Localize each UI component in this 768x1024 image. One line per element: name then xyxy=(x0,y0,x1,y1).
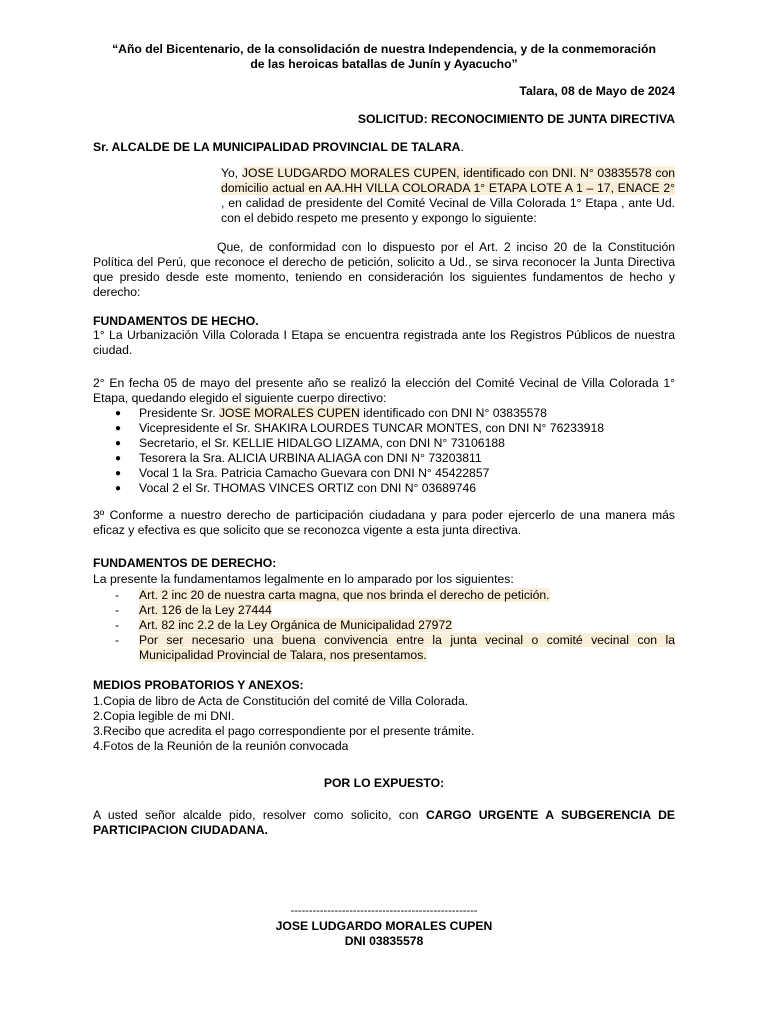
list-item xyxy=(93,406,675,421)
evidence-list xyxy=(93,694,675,754)
closing-text: A usted señor alcalde pido, resolver como solicito, con xyxy=(93,808,426,822)
list-item xyxy=(93,481,675,496)
closing-heading: POR LO EXPUESTO: xyxy=(323,776,445,790)
president-name: JOSE MORALES CUPEN xyxy=(218,406,360,420)
evidence-heading: MEDIOS PROBATORIOS Y ANEXOS: xyxy=(93,678,304,692)
law-item-text: Art. 82 inc 2.2 de la Ley Orgánica de Municipalidad 27972 xyxy=(139,618,453,632)
addressee-text: Sr. ALCALDE DE LA MUNICIPALIDAD PROVINCIAL DE TALARA xyxy=(93,140,461,154)
closing-bold-text: CARGO URGENTE A SUBGERENCIA DE PARTICIPACION CIUDADANA. xyxy=(93,808,676,837)
list-item xyxy=(93,588,675,603)
signature-name: JOSE LUDGARDO MORALES CUPEN xyxy=(275,919,493,933)
year-motto-line1: “Año del Bicentenario, de la consolidación de nuestra Independencia, y de la conmemoración xyxy=(112,42,656,56)
subject-line: SOLICITUD: RECONOCIMIENTO DE JUNTA DIRECTIVA xyxy=(357,112,675,126)
member-text: Tesorera la Sra. ALICIA URBINA ALIAGA con DNI N° 73203811 xyxy=(139,451,482,465)
facts-heading: FUNDAMENTOS DE HECHO. xyxy=(93,314,259,328)
signature-block xyxy=(93,904,675,949)
member-text: Vicepresidente el Sr. SHAKIRA LOURDES TUNCAR MONTES, con DNI N° 76233918 xyxy=(139,421,605,435)
bullet-marker: ● xyxy=(115,483,122,494)
list-item xyxy=(93,633,675,663)
facts-paragraph-1: 1° La Urbanización Villa Colorada I Etapa se encuentra registrada ante los Registros Públicos de nuestra ciudad. xyxy=(93,328,675,357)
signature-line: --------------------------------------------------- xyxy=(290,905,478,917)
bullet-marker: ● xyxy=(115,423,122,434)
law-intro: La presente la fundamentamos legalmente en lo amparado por los siguientes: xyxy=(93,572,514,586)
intro-highlight: JOSE LUDGARDO MORALES CUPEN, identificado con DNI. N° 03835578 con domicilio actual en AA.HH VILLA COLORADA 1° ETAPA LOTE A 1 – 17, ENACE 2° xyxy=(221,166,676,195)
list-item xyxy=(93,421,675,436)
list-item xyxy=(93,451,675,466)
intro-lead: Yo, xyxy=(221,166,242,180)
board-members-list xyxy=(93,406,675,496)
dash-marker: - xyxy=(115,618,120,632)
law-list xyxy=(93,588,675,663)
law-item-text: Por ser necesario una buena convivencia entre la junta vecinal o comité vecinal con la Municipalidad Provincial de Talara, nos presentamos. xyxy=(139,633,675,662)
list-item: 4.Fotos de la Reunión de la reunión convocada xyxy=(93,739,349,753)
list-item xyxy=(93,466,675,481)
list-item: 2.Copia legible de mi DNI. xyxy=(93,709,235,723)
signature-dni: DNI 03835578 xyxy=(344,934,424,948)
dash-marker: - xyxy=(115,633,120,647)
dash-marker: - xyxy=(115,588,120,602)
president-suffix: identificado con DNI N° 03835578 xyxy=(359,406,547,420)
addressee-period: . xyxy=(460,140,464,154)
list-item xyxy=(93,618,675,633)
intro-paragraph xyxy=(93,166,675,226)
closing-paragraph xyxy=(93,808,675,838)
law-item-text: Art. 126 de la Ley 27444 xyxy=(139,603,272,617)
member-text: Vocal 2 el Sr. THOMAS VINCES ORTIZ con DNI N° 03689746 xyxy=(139,481,477,495)
member-text: Vocal 1 la Sra. Patricia Camacho Guevara con DNI N° 45422857 xyxy=(139,466,490,480)
bullet-marker: ● xyxy=(115,468,122,479)
bullet-marker: ● xyxy=(115,453,122,464)
member-text: Secretario, el Sr. KELLIE HIDALGO LIZAMA, con DNI N° 73106188 xyxy=(139,436,505,450)
year-motto xyxy=(93,42,675,72)
facts-paragraph-3: 3º Conforme a nuestro derecho de participación ciudadana y para poder ejercerlo de una manera más eficaz y efectiva es que solicito que se reconozca vigente a esta junta directiva. xyxy=(93,508,675,537)
intro-rest: , en calidad de presidente del Comité Vecinal de Villa Colorada 1° Etapa , ante Ud. con el debido respeto me presento y expongo lo siguiente: xyxy=(221,196,675,225)
president-prefix: Presidente Sr. xyxy=(139,406,219,420)
facts-paragraph-2: 2° En fecha 05 de mayo del presente año se realizó la elección del Comité Vecinal de Villa Colorada 1° Etapa, quedando elegido el siguiente cuerpo directivo: xyxy=(93,376,675,405)
place-date: Talara, 08 de Mayo de 2024 xyxy=(519,84,675,98)
addressee xyxy=(93,140,675,155)
list-item: 1.Copia de libro de Acta de Constitución del comité de Villa Colorada. xyxy=(93,694,469,708)
law-item-text: Art. 2 inc 20 de nuestra carta magna, que nos brinda el derecho de petición. xyxy=(139,588,550,602)
year-motto-line2: de las heroicas batallas de Junín y Ayacucho” xyxy=(250,57,518,71)
list-item xyxy=(93,603,675,618)
list-item xyxy=(93,436,675,451)
dash-marker: - xyxy=(115,603,120,617)
list-item: 3.Recibo que acredita el pago correspondiente por el presente trámite. xyxy=(93,724,475,738)
request-paragraph: Que, de conformidad con lo dispuesto por el Art. 2 inciso 20 de la Constitución Política del Perú, que reconoce el derecho de petición, solicito a Ud., se sirva reconocer la Junta Directiva que presido desde este momento, teniendo en consideración los siguientes fundamentos de hecho y derecho: xyxy=(93,240,675,299)
law-heading: FUNDAMENTOS DE DERECHO: xyxy=(93,556,277,570)
bullet-marker: ● xyxy=(115,438,122,449)
bullet-marker: ● xyxy=(115,408,122,419)
